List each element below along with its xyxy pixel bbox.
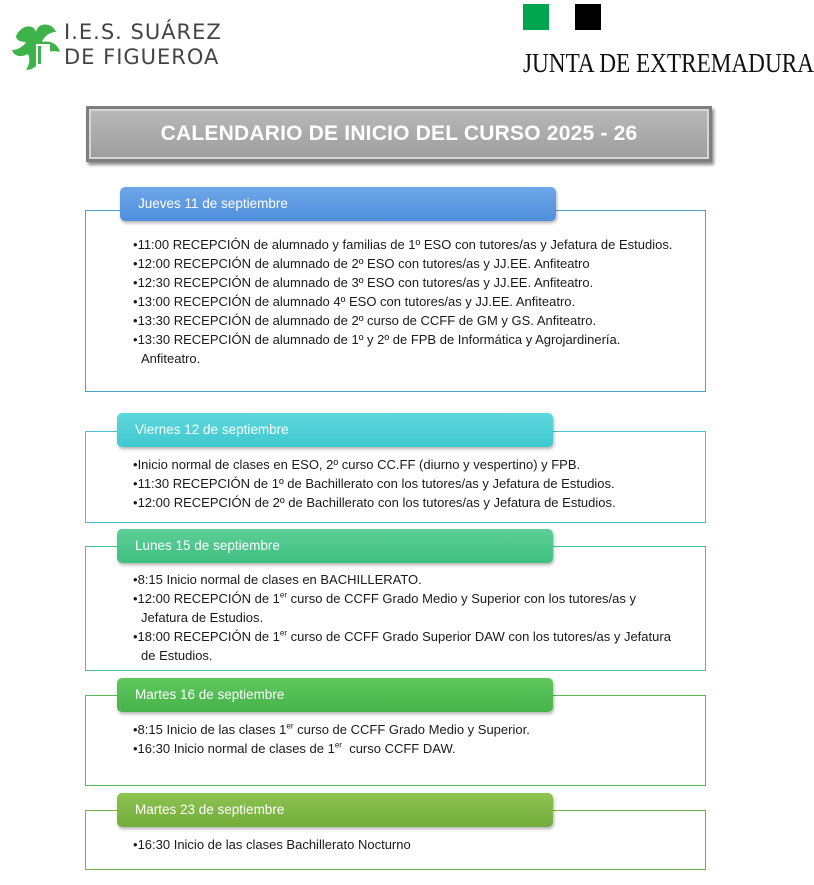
day-items: [133, 570, 673, 665]
list-item: •11:00 RECEPCIÓN de alumnado y familias de 1º ESO con tutores/as y Jefatura de Estudios.: [133, 237, 673, 252]
list-item: •13:30 RECEPCIÓN de alumnado de 1º y 2º de FPB de Informática y Agrojardinería. Anfiteatro.: [133, 332, 621, 366]
list-item: •12:00 RECEPCIÓN de 2º de Bachillerato con los tutores/as y Jefatura de Estudios.: [133, 495, 616, 510]
title-banner: [86, 106, 712, 162]
day-items: [133, 235, 673, 368]
junta-logo: [520, 4, 814, 80]
day-items: [133, 720, 673, 758]
day-header: Martes 23 de septiembre: [117, 793, 553, 827]
list-item: •13:00 RECEPCIÓN de alumnado 4º ESO con tutores/as y JJ.EE. Anfiteatro.: [133, 294, 576, 309]
flag-stripe-white: [549, 4, 575, 30]
list-item: •11:30 RECEPCIÓN de 1º de Bachillerato con los tutores/as y Jefatura de Estudios.: [133, 476, 615, 491]
day-items: [133, 835, 673, 854]
school-name-line2: DE FIGUEROA: [64, 45, 220, 69]
list-item: •12:00 RECEPCIÓN de 1er curso de CCFF Grado Medio y Superior con los tutores/as y Jefatura de Estudios.: [133, 590, 637, 625]
day-header: Viernes 12 de septiembre: [117, 413, 553, 447]
school-name: [64, 20, 222, 70]
extremadura-flag-icon: [523, 4, 601, 30]
list-item: •Inicio normal de clases en ESO, 2º curso CC.FF (diurno y vespertino) y FPB.: [133, 457, 581, 472]
day-header: Jueves 11 de septiembre: [120, 187, 556, 221]
junta-name: JUNTA DE EXTREMADURA: [523, 48, 814, 78]
list-item: •12:00 RECEPCIÓN de alumnado de 2º ESO con tutores/as y JJ.EE. Anfiteatro: [133, 256, 590, 271]
leaf-logo-icon: [10, 18, 62, 72]
list-item: •8:15 Inicio de las clases 1er curso de CCFF Grado Medio y Superior.: [133, 721, 530, 737]
list-item: •8:15 Inicio normal de clases en BACHILLERATO.: [133, 572, 422, 587]
flag-stripe-black: [575, 4, 601, 30]
school-logo: [10, 18, 222, 74]
list-item: •16:30 Inicio de las clases Bachillerato Nocturno: [133, 837, 411, 852]
list-item: •12:30 RECEPCIÓN de alumnado de 3º ESO con tutores/as y JJ.EE. Anfiteatro.: [133, 275, 594, 290]
list-item: •13:30 RECEPCIÓN de alumnado de 2º curso de CCFF de GM y GS. Anfiteatro.: [133, 313, 597, 328]
day-header: Martes 16 de septiembre: [117, 678, 553, 712]
school-name-line1: I.E.S. SUÁREZ: [64, 20, 222, 44]
list-item: •18:00 RECEPCIÓN de 1er curso de CCFF Grado Superior DAW con los tutores/as y Jefatura de Estudios.: [133, 628, 671, 663]
page-title: CALENDARIO DE INICIO DEL CURSO 2025 - 26: [160, 122, 638, 145]
day-header: Lunes 15 de septiembre: [117, 529, 553, 563]
day-items: [133, 455, 673, 512]
list-item: •16:30 Inicio normal de clases de 1er curso CCFF DAW.: [133, 740, 456, 756]
flag-stripe-green: [523, 4, 549, 30]
